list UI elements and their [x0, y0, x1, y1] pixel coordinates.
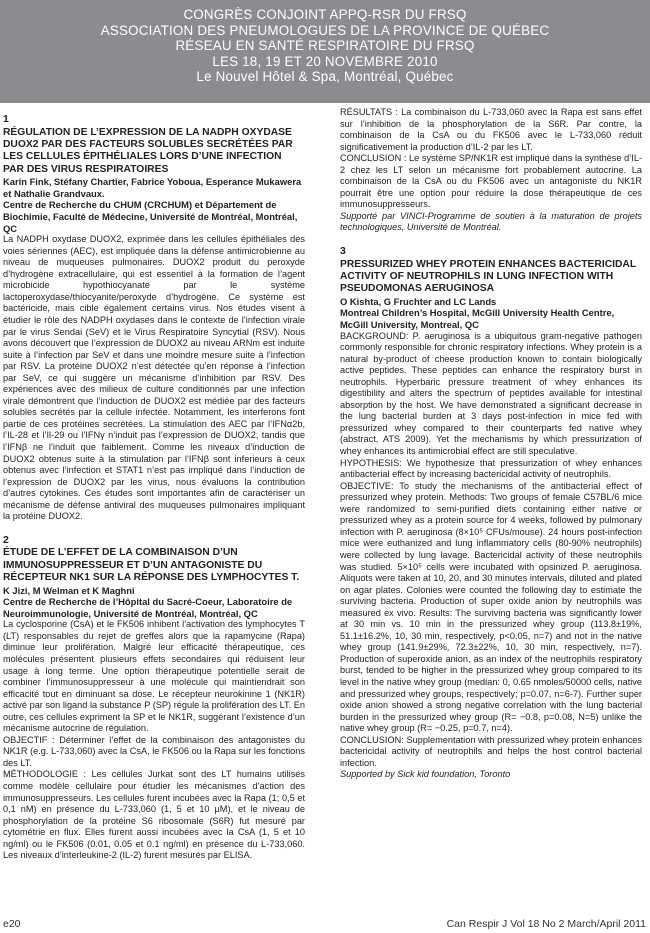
banner-line: LES 18, 19 ET 20 NOVEMBRE 2010 — [212, 53, 438, 69]
abstract-number: 2 — [3, 533, 9, 546]
banner-line: ASSOCIATION DES PNEUMOLOGUES DE LA PROVINCE DE QUÉBEC — [100, 22, 550, 38]
abstract-affiliation: Centre de Recherche de l’Hôpital du Sacré-Coeur, Laboratoire de Neuroimmunologie, Université de Montréal, Montréal, QC — [3, 596, 293, 619]
abstract-methodologie: MÉTHODOLOGIE : Les cellules Jurkat sont des LT humains utilisés comme modèle cellulaire pour étudier les mécanismes d’action des immunosuppresseurs. Les cellules furent incubées avec la Rapa (1; 0,5 et 0,1 nM) en présence du L-733,060 (1, 5 et 10 μM), et le niveau de phosphorylation de la protéine S6 ribosomale (S6R) fut mesuré par cytométrie en flux. Elles furent aussi incubées avec la CsA (1, 5 et 10 ng/ml) ou le FK506 (0.01, 0.05 et 0.1 ng/ml) en présence du L-733,060. Les niveaux d’interleukine-2 (IL-2) furent mesurés par ELISA. — [3, 769, 305, 861]
abstract-hypothesis: HYPOTHESIS: We hypothesize that pressurization of whey enhances antibacterial effect by increasing bactericidal activity of neutrophils. — [340, 457, 642, 480]
abstract-authors: K Jizi, M Welman et K Maghni — [3, 584, 135, 596]
banner-line: CONGRÈS CONJOINT APPQ-RSR DU FRSQ — [183, 7, 467, 22]
conference-banner — [0, 0, 650, 103]
abstract-affiliation: Centre de Recherche du CHUM (CRCHUM) et Département de Biochimie, Faculté de Médecine, Université de Montréal, Montréal, QC — [3, 199, 298, 234]
abstract-authors: O Kishta, G Fruchter and LC Lands — [340, 295, 497, 307]
abstract-title: RÉGULATION DE L’EXPRESSION DE LA NADPH OXYDASE DUOX2 PAR DES FACTEURS SOLUBLES SECRÉTÉES PAR LES CELLULES ÉPITHÉLIALES LORS D’UNE INFECTION PAR DES VIRUS RESPIRATOIRES — [3, 126, 293, 175]
right-column — [340, 107, 642, 781]
abstract-background: BACKGROUND: P. aeruginosa is a ubiquitous gram-negative pathogen commonly responsible for chronic respiratory infections. Whey protein is a natural by-product of cheese production known to contain biologically active peptides. These peptides can enhance the respiratory burst in neutrophils. Hyperbaric pressure treatment of whey enhances its digestibility and alters the spectrum of peptides available for intestinal absorption by the host. We have demonstrated a significant decrease in the lung bacterial burden at 3 days post-infection in mice fed with pressurized whey compared to their counterparts fed native whey (abstract, ATS 2009). Yet the mechanisms by which pressurization of whey enhances its antimicrobial effect are still speculative. — [340, 330, 642, 457]
journal-citation: Can Respir J Vol 18 No 2 March/April 2011 — [446, 918, 646, 930]
abstract-title: ÉTUDE DE L’EFFET DE LA COMBINAISON D’UN IMMUNOSUPPRESSEUR ET D’UN ANTAGONISTE DU RÉCEPTEUR NK1 SUR LA RÉPONSE DES LYMPHOCYTES T. — [3, 547, 300, 584]
banner-line: RÉSEAU EN SANTÉ RESPIRATOIRE DU FRSQ — [175, 38, 475, 54]
abstract-affiliation: Montreal Children’s Hospital, McGill University Health Centre, McGill University, Montreal, QC — [340, 307, 615, 330]
abstract-conclusion: CONCLUSION: Supplementation with pressurized whey protein enhances bactericidal activity of neutrophils and helps the host control bacterial infection. — [340, 734, 642, 768]
abstract-title: PRESSURIZED WHEY PROTEIN ENHANCES BACTERICIDAL ACTIVITY OF NEUTROPHILS IN LUNG INFECTION WITH PSEUDOMONAS AERUGINOSA — [340, 258, 636, 295]
abstract-support: Supported by Sick kid foundation, Toronto — [340, 769, 511, 780]
abstract-objectif: OBJECTIF : Déterminer l’effet de la combinaison des antagonistes du NK1R (e.g. L-733,060) avec la CsA, le FK506 ou la Rapa sur les fonctions des LT. — [3, 734, 305, 768]
abstract-support: Supporté par VINCI-Programme de soutien à la maturation de projets technologiques, Université de Montréal. — [340, 210, 642, 233]
page-number: e20 — [3, 918, 21, 930]
abstract-conclusion: CONCLUSION : Le système SP/NK1R est impliqué dans la synthèse d’IL-2 chez les LT selon un mécanisme fort probablement autocrine. La combinaison de la CsA ou du FK506 avec un antagoniste du NK1R pourrait être une option pour réduire la dose thérapeutique de ces immunosuppresseurs. — [340, 153, 642, 210]
abstract-body: La NADPH oxydase DUOX2, exprimée dans les cellules épithéliales des voies sériennes (AEC), est impliquée dans la défense antimicrobienne au niveau de muqueuses pulmonaires. DUOX2 produit du peroxyde d’hydrogène extracellulaire, qui est essentiel à la formation de l’agent microbicide hypothiocyanate par le système lactoperoxydase/thiocyanite/peroxyde d’hydrogène. Ce système est bactéricide, mais cible également certains virus. Nos études visent à étudier le rôle des NADPH oxydases dans le contexte de l’infection virale par le virus Sendai (SeV) et le Virus Respiratoire Syncytial (RSV). Nous avons découvert que l’expression de DUOX2 au niveau ARNm est induite suite à l’infection par SeV et dans une moindre mesure suite à l’infection par RSV. La protéine DUOX2 n’est détectée qu’en réponse à l’infection par SeV, ce qui suggère un mécanisme d’inhibition par RSV. Des expériences avec des milieux de culture conditionnés par une infection virale démontrent que l’induction de DUOX2 est médiée par des facteurs solubles secrétés par la cellule infectée. Notamment, les interferons font partie de ces protéines secrétées. La stimulation des AEC par l’IFNα2b, l’IL-28 et l’Il-29 ou l’IFNγ n’induit pas l’expression de DUOX2, tandis que l’IFNβ ne l’induit que faiblement. Comme les niveaux d’induction de DUOX2 obtenus suite à la stimulation par l’IFNβ sont inferieurs à ceux obtenus avec l’infection et STAT1 n’est pas impliqué dans l’induction de l’expression de DUOX2 par les virus, nous évaluons la contribution d’autres cytokines. Ces études sont importantes afin de caractériser un mécanisme de défense antiviral des muqueuses pulmonaires impliquant la protéine DUOX2. — [3, 234, 305, 522]
abstract-number: 3 — [340, 245, 346, 258]
banner-line: Le Nouvel Hôtel & Spa, Montréal, Québec — [196, 69, 454, 85]
abstract-number: 1 — [3, 113, 9, 125]
abstract-resultats: RÉSULTATS : La combinaison du L-733,060 avec la Rapa est sans effet sur l’inhibition de la phosphorylation de la S6R. Par contre, la combinaison de la CsA ou du FK506 avec le L-733,060 réduit significativement la production d’IL-2 par les LT. — [340, 107, 642, 152]
abstract-objective: OBJECTIVE: To study the mechanisms of the antibacterial effect of pressurized whey protein. Methods: Two groups of female C57BL/6 mice were randomized to semi-purified diets containing either native or pressurized whey as a protein source for 4 weeks, followed by pulmonary infection with P. aeruginosa (8×10⁵ CFUs/mouse). 24 hours post-infection mice were euthanized and lung inflammatory cells (80-90% neutrophils) were collected by lung lavage. Bactericidal activity of these neutrophils was studied. 5×10⁵ cells were incubated with opsinized P. aeruginosa. Aliquots were taken at 10, 20, and 30 minutes intervals, diluted and plated on agar plates. Colonies were counted the following day to estimate the surviving bacteria. Production of super oxide anion by neutrophils was measured ex vivo. Results: The surviving bacteria was significantly lower at 30 min vs. 10 min in the pressurized whey group (113.8±19%, 51.1±16.2%, 10, 30 min, respectively, p<0.05, n=7) and not in the native whey group (141.9±29%, 72.3±22%, 10, 30 min, respectively, n=7). Production of superoxide anion, as an index of the neutrophils respiratory burst, tended to be higher in the pressurized whey group compared to its level in the native whey group (median: 0, 0.65 nmoles/50000 cells, native and pressurized whey groups, respectively; p=0.07, n=6-7). Further super oxide anion showed a strong negative correlation with the lung bacterial burden in the pressurized whey group (R= −0.8, p=0.08, N=5) unlike the native whey group (R= −0.25, p=0.7, n=4). — [340, 480, 642, 734]
left-column — [3, 114, 305, 862]
abstract-intro: La cyclosporine (CsA) et le FK506 inhibent l’activation des lymphocytes T (LT) responsables du rejet de greffes alors que la rapamycine (Rapa) diminue leur prolifération. Malgré leur efficacité thérapeutique, ces molécules présentent plusieurs effets secondaires qui réduisent leur usage à long terme. Une option thérapeutique potentielle serait de combiner l’immunosuppresseur à une molécule qui maintiendrait son efficacité tout en diminuant sa dose. Le récepteur neurokinine 1 (NK1R) activé par son ligand la substance P (SP) régule la prolifération des LT. En outre, ces cellules expriment la SP et le NK1R, suggérant l’existence d’un mécanisme autocrine de régulation. — [3, 619, 305, 734]
abstract-authors: Karin Fink, Stéfany Chartier, Fabrice Yoboua, Esperance Mukawera et Nathalie Grandvaux. — [3, 176, 302, 199]
